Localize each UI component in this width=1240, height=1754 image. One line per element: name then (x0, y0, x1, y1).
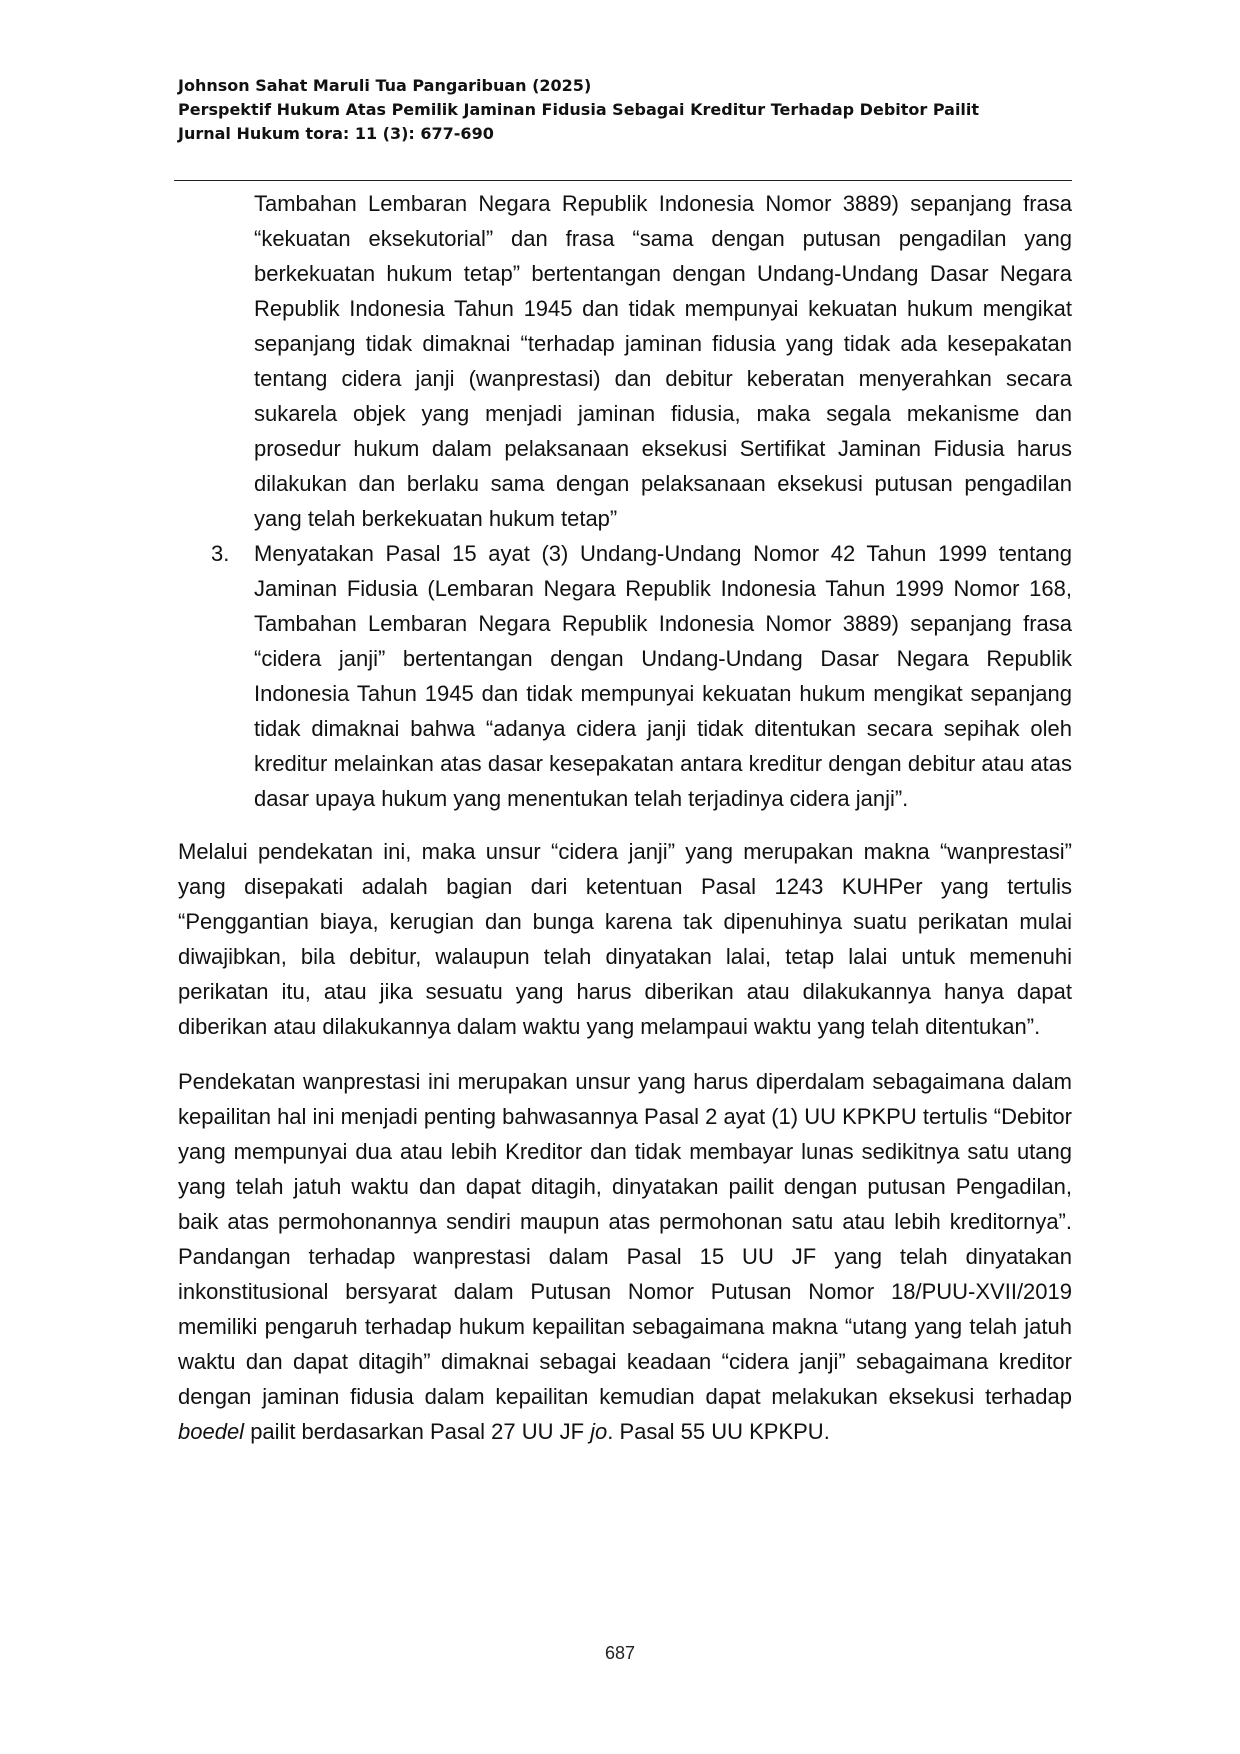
header-divider (174, 180, 1072, 181)
list-item-continued-text: Tambahan Lembaran Negara Republik Indonesia Nomor 3889) sepanjang frasa “kekuatan eksekutorial” dan frasa “sama dengan putusan pengadilan yang berkekuatan hukum tetap” bertentangan dengan Undang-Undang Dasar Negara Republik Indonesia Tahun 1945 dan tidak mempunyai kekuatan hukum mengikat sepanjang tidak dimaknai “terhadap jaminan fidusia yang tidak ada kesepakatan tentang cidera janji (wanprestasi) dan debitur keberatan menyerahkan secara sukarela objek yang menjadi jaminan fidusia, maka segala mekanisme dan prosedur hukum dalam pelaksanaan eksekusi Sertifikat Jaminan Fidusia harus dilakukan dan berlaku sama dengan pelaksanaan eksekusi putusan pengadilan yang telah berkekuatan hukum tetap” (254, 191, 1072, 531)
list-item-continued (254, 186, 1072, 536)
paragraph-1-text: Melalui pendekatan ini, maka unsur “cidera janji” yang merupakan makna “wanprestasi” yang disepakati adalah bagian dari ketentuan Pasal 1243 KUHPer yang tertulis “Penggantian biaya, kerugian dan bunga karena tak dipenuhinya suatu perikatan mulai diwajibkan, bila debitur, walaupun telah dinyatakan lalai, tetap lalai untuk memenuhi perikatan itu, atau jika sesuatu yang harus diberikan atau dilakukannya hanya dapat diberikan atau dilakukannya dalam waktu yang melampaui waktu yang telah ditentukan”. (178, 839, 1072, 1039)
paragraph-2 (178, 1064, 1072, 1449)
paragraph-2-text-c: . Pasal 55 UU KPKPU. (607, 1419, 830, 1444)
running-header (178, 74, 1078, 146)
paragraph-2-text-b: pailit berdasarkan Pasal 27 UU JF (244, 1419, 591, 1444)
paragraph-2-italic-boedel: boedel (178, 1419, 245, 1444)
paragraph-2-text-a: Pendekatan wanprestasi ini merupakan unsur yang harus diperdalam sebagaimana dalam kepailitan hal ini menjadi penting bahwasannya Pasal 2 ayat (1) UU KPKPU tertulis “Debitor yang mempunyai dua atau lebih Kreditor dan tidak membayar lunas sedikitnya satu utang yang telah jatuh waktu dan dapat ditagih, dinyatakan pailit dengan putusan Pengadilan, baik atas permohonannya sendiri maupun atas permohonan satu atau lebih kreditornya”. Pandangan terhadap wanprestasi dalam Pasal 15 UU JF yang telah dinyatakan inkonstitusional bersyarat dalam Putusan Nomor Putusan Nomor 18/PUU-XVII/2019 memiliki pengaruh terhadap hukum kepailitan sebagaimana makna “utang yang telah jatuh waktu dan dapat ditagih” dimaknai sebagai keadaan “cidera janji” sebagaimana kreditor dengan jaminan fidusia dalam kepailitan kemudian dapat melakukan eksekusi terhadap (178, 1069, 1072, 1409)
paragraph-2-italic-jo: jo (590, 1419, 608, 1444)
header-title-line: Perspektif Hukum Atas Pemilik Jaminan Fidusia Sebagai Kreditur Terhadap Debitor Pailit (178, 100, 980, 119)
header-author-line: Johnson Sahat Maruli Tua Pangaribuan (2025) (178, 76, 592, 95)
list-item-3 (211, 536, 1072, 816)
paragraph-1 (178, 834, 1072, 1044)
page-number: 687 (604, 1643, 636, 1663)
list-item-number: 3. (211, 541, 230, 566)
body-content (178, 186, 1072, 1449)
header-journal-line: Jurnal Hukum tora: 11 (3): 677-690 (178, 124, 494, 143)
numbered-list (211, 186, 1072, 816)
list-item-3-text: Menyatakan Pasal 15 ayat (3) Undang-Undang Nomor 42 Tahun 1999 tentang Jaminan Fidusia (Lembaran Negara Republik Indonesia Tahun 1999 Nomor 168, Tambahan Lembaran Negara Republik Indonesia Nomor 3889) sepanjang frasa “cidera janji” bertentangan dengan Undang-Undang Dasar Negara Republik Indonesia Tahun 1945 dan tidak mempunyai kekuatan hukum mengikat sepanjang tidak dimaknai bahwa “adanya cidera janji tidak ditentukan secara sepihak oleh kreditur melainkan atas dasar kesepakatan antara kreditur dengan debitur atau atas dasar upaya hukum yang menentukan telah terjadinya cidera janji”. (254, 541, 1072, 811)
